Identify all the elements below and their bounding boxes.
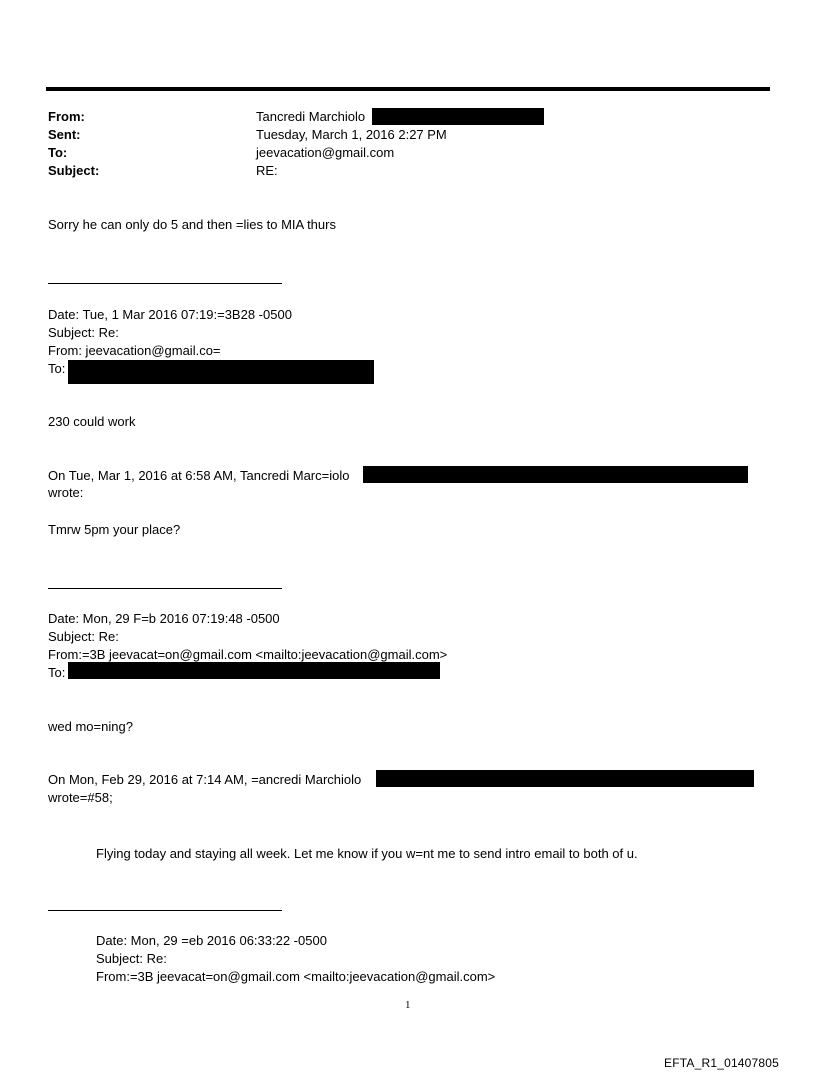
quote-to: To: <box>48 665 66 680</box>
quote-subject: Subject: Re: <box>96 951 167 966</box>
from-value: Tancredi Marchiolo <box>256 109 366 124</box>
quote-from: From:=3B jeevacat=on@gmail.com <mailto:jeevacation@gmail.com> <box>96 969 496 984</box>
quote-divider <box>48 283 282 284</box>
quote-from: From: jeevacation@gmail.co= <box>48 343 221 358</box>
wrote-line: wrote: <box>48 485 84 500</box>
document-id: EFTA_R1_01407805 <box>664 1056 780 1070</box>
wrote-line: On Mon, Feb 29, 2016 at 7:14 AM, =ancredi Marchiolo <box>48 772 362 787</box>
quote-to: To: <box>48 361 66 376</box>
wrote-line: wrote=#58; <box>48 790 113 805</box>
sent-value: Tuesday, March 1, 2016 2:27 PM <box>256 127 447 142</box>
quote-body: wed mo=ning? <box>48 719 133 734</box>
subject-value: RE: <box>256 163 278 178</box>
quote-divider <box>48 588 282 589</box>
quote-date: Date: Tue, 1 Mar 2016 07:19:=3B28 -0500 <box>48 307 292 322</box>
quote-reply: Flying today and staying all week. Let me know if you w=nt me to send intro email to both of u. <box>96 846 638 861</box>
redaction-box <box>363 466 748 483</box>
quote-date: Date: Mon, 29 =eb 2016 06:33:22 -0500 <box>96 933 327 948</box>
redaction-box <box>372 108 544 125</box>
subject-label: Subject: <box>48 163 100 178</box>
quote-body: 230 could work <box>48 414 136 429</box>
to-value: jeevacation@gmail.com <box>256 145 395 160</box>
wrote-line: On Tue, Mar 1, 2016 at 6:58 AM, Tancredi Marc=iolo <box>48 468 350 483</box>
from-label: From: <box>48 109 85 124</box>
redaction-box <box>68 662 440 679</box>
quote-date: Date: Mon, 29 F=b 2016 07:19:48 -0500 <box>48 611 280 626</box>
header-divider <box>46 87 770 91</box>
sent-label: Sent: <box>48 127 81 142</box>
quote-subject: Subject: Re: <box>48 629 119 644</box>
redaction-box <box>376 770 754 787</box>
message-body: Sorry he can only do 5 and then =lies to MIA thurs <box>48 217 336 232</box>
redaction-box <box>68 360 374 384</box>
quote-divider <box>48 910 282 911</box>
quote-reply: Tmrw 5pm your place? <box>48 522 181 537</box>
quote-from: From:=3B jeevacat=on@gmail.com <mailto:jeevacation@gmail.com> <box>48 647 448 662</box>
to-label: To: <box>48 145 68 160</box>
page-number: 1 <box>405 999 411 1011</box>
quote-subject: Subject: Re: <box>48 325 119 340</box>
